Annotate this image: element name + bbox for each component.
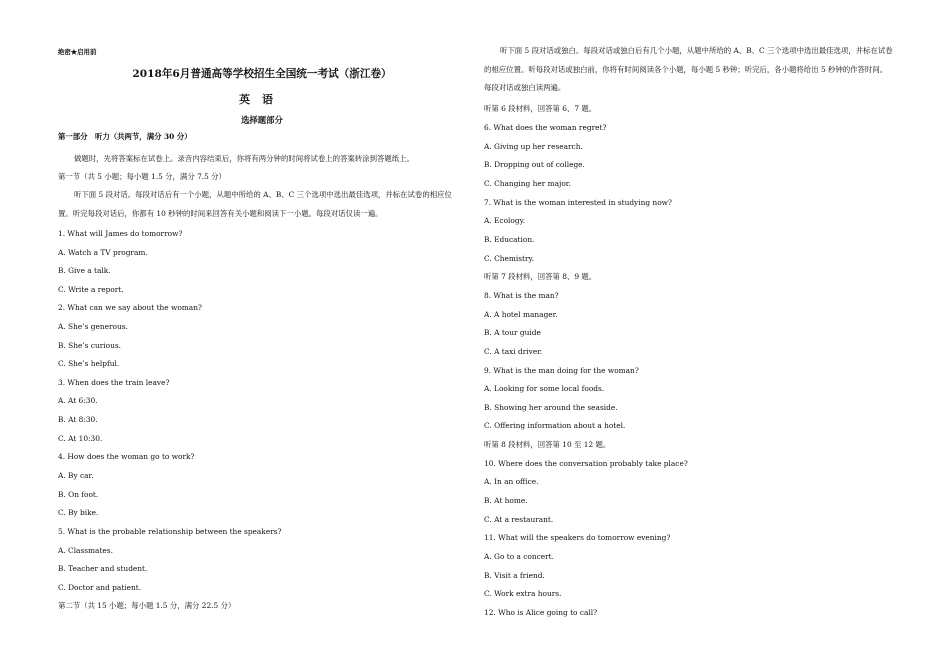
left-text-line: 第二节（共 15 小题；每小题 1.5 分，满分 22.5 分） <box>58 601 236 610</box>
right-text-line: B. A tour guide <box>484 328 541 337</box>
left-text-line: B. Teacher and student. <box>58 564 148 573</box>
left-text-line: 做题时，先将答案标在试卷上。录音内容结束后，你将有两分钟的时间将试卷上的答案转涂到答题纸上。 <box>74 154 414 163</box>
right-text-line: 听第 6 段材料，回答第 6、7 题。 <box>484 104 597 113</box>
right-text-line: 9. What is the man doing for the woman? <box>484 366 639 375</box>
left-text-line: A. At 6:30. <box>58 396 98 405</box>
left-text-line: 听下面 5 段对话。每段对话后有一个小题，从题中所给的 A、B、C 三个选项中选出最佳选项，并标在试卷的相应位置。听完每段对话后，你都有 10 秒钟的时间来回答有关小题和阅读下一小题。每段对话仅读一遍。 <box>58 190 452 218</box>
left-text-line: 第一节（共 5 小题；每小题 1.5 分，满分 7.5 分） <box>58 172 226 181</box>
left-text-line: A. Classmates. <box>58 546 113 555</box>
right-text-line: A. Ecology. <box>484 216 526 225</box>
left-text-line: B. At 8:30. <box>58 415 98 424</box>
left-text-line: 第一部分 听力（共两节，满分 30 分） <box>58 132 192 141</box>
exam-title: 2018年6月普通高等学校招生全国统一考试（浙江卷） <box>132 68 392 80</box>
right-text-line: B. At home. <box>484 496 528 505</box>
right-text-line: 6. What does the woman regret? <box>484 123 607 132</box>
right-text-line: A. A hotel manager. <box>484 310 558 319</box>
confidential-mark: 绝密★启用前 <box>58 48 97 56</box>
right-text-line: 10. Where does the conversation probably take place? <box>484 459 688 468</box>
subject-title: 英语 <box>239 93 285 106</box>
left-text-line: C. She’s helpful. <box>58 359 120 368</box>
left-text-line: 2. What can we say about the woman? <box>58 303 202 312</box>
left-text-line: C. By bike. <box>58 508 99 517</box>
part-title: 选择题部分 <box>241 115 283 125</box>
right-text-line: A. In an office. <box>484 477 539 486</box>
right-text-line: C. Offering information about a hotel. <box>484 421 626 430</box>
right-text-line: B. Education. <box>484 235 535 244</box>
right-text-line: 听下面 5 段对话或独白。每段对话或独白后有几个小题，从题中所给的 A、B、C 三个选项中选出最佳选项，并标在试卷的相应位置。听每段对话或独白前，你将有时间阅读各个小题，每小题 5 秒钟；听完后，各小题将给出 5 秒钟的作答时间。每段对话或独白读两遍。 <box>484 46 893 93</box>
right-text-line: A. Looking for some local foods. <box>484 384 605 393</box>
right-text-line: C. Changing her major. <box>484 179 571 188</box>
left-text-line: 1. What will James do tomorrow? <box>58 229 183 238</box>
left-text-line: C. Write a report. <box>58 285 124 294</box>
right-text-line: B. Showing her around the seaside. <box>484 403 618 412</box>
left-text-line: A. By car. <box>58 471 94 480</box>
left-text-line: C. Doctor and patient. <box>58 583 142 592</box>
right-text-line: 12. Who is Alice going to call? <box>484 608 598 617</box>
left-text-line: 3. When does the train leave? <box>58 378 170 387</box>
right-text-line: 听第 7 段材料，回答第 8、9 题。 <box>484 272 597 281</box>
left-text-line: B. She’s curious. <box>58 341 121 350</box>
right-text-line: 8. What is the man? <box>484 291 559 300</box>
right-text-line: 11. What will the speakers do tomorrow evening? <box>484 533 671 542</box>
left-text-line: 4. How does the woman go to work? <box>58 452 195 461</box>
right-text-line: 7. What is the woman interested in studying now? <box>484 198 672 207</box>
right-text-line: C. Work extra hours. <box>484 589 562 598</box>
right-text-line: A. Go to a concert. <box>484 552 554 561</box>
left-text-line: C. At 10:30. <box>58 434 103 443</box>
right-text-line: B. Dropping out of college. <box>484 160 585 169</box>
left-text-line: A. She’s generous. <box>58 322 128 331</box>
left-text-line: 5. What is the probable relationship between the speakers? <box>58 527 282 536</box>
right-text-line: C. Chemistry. <box>484 254 535 263</box>
left-text-line: A. Watch a TV program. <box>58 248 148 257</box>
right-text-line: 听第 8 段材料，回答第 10 至 12 题。 <box>484 440 611 449</box>
right-text-line: A. Giving up her research. <box>484 142 583 151</box>
right-text-line: C. At a restaurant. <box>484 515 554 524</box>
left-text-line: B. Give a talk. <box>58 266 111 275</box>
right-text-line: B. Visit a friend. <box>484 571 545 580</box>
left-text-line: B. On foot. <box>58 490 99 499</box>
right-text-line: C. A taxi driver. <box>484 347 543 356</box>
